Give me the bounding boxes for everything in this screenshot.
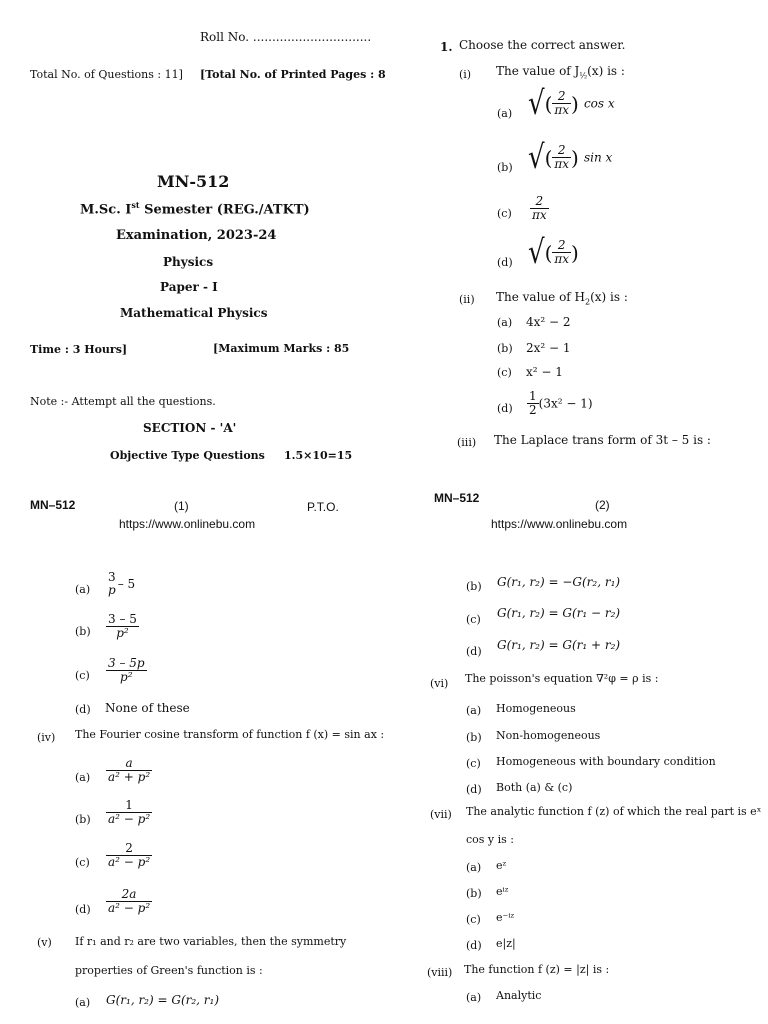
- q-viii-number: (viii): [427, 966, 453, 979]
- total-questions: Total No. of Questions : 11]: [30, 68, 183, 81]
- q-i-option-d: [528, 233, 579, 272]
- fraction: [106, 757, 152, 784]
- q-ii-text-sub: 2: [585, 297, 591, 307]
- semester-sup: st: [131, 200, 140, 210]
- fraction-denominator: a² − p²: [108, 812, 151, 826]
- q-v-text-continued: properties of Green's function is :: [75, 964, 263, 977]
- q-i-option-d-label: (d): [497, 256, 513, 269]
- q-vi-option-d: Both (a) & (c): [496, 781, 573, 794]
- q-v-option-d: G(r₁, r₂) = G(r₁ + r₂): [497, 638, 621, 652]
- q-i-option-b: [528, 138, 613, 177]
- q-iv-option-c-label: (c): [75, 856, 90, 869]
- fraction-numerator: 2: [557, 238, 566, 252]
- sqrt-symbol: √: [528, 138, 545, 177]
- q-iii-text: The Laplace trans form of 3t – 5 is :: [494, 433, 711, 447]
- footer-url-p2[interactable]: https://www.onlinebu.com: [491, 517, 628, 531]
- fraction-denominator: p: [108, 583, 116, 597]
- total-pages: [Total No. of Printed Pages : 8: [200, 68, 386, 81]
- fraction-denominator: 2: [529, 403, 537, 417]
- fraction-denominator: a² − p²: [108, 901, 151, 915]
- q-vii-option-a-label: (a): [466, 861, 482, 874]
- fraction: [530, 195, 549, 222]
- sin-term: sin x: [583, 150, 613, 165]
- q-iii-option-b-label: (b): [75, 625, 91, 638]
- fraction: [106, 571, 118, 597]
- q-iv-option-d: [106, 888, 152, 915]
- q-vii-option-d-label: (d): [466, 939, 482, 952]
- q-vi-option-b: Non-homogeneous: [496, 729, 601, 742]
- q-iii-option-c-label: (c): [75, 669, 90, 682]
- sqrt-symbol: √: [528, 233, 545, 272]
- q-ii-option-b-label: (b): [497, 342, 513, 355]
- q-vi-option-a-label: (a): [466, 704, 482, 717]
- q-iii-option-a-rest: – 5: [117, 577, 136, 591]
- note: Note :- Attempt all the questions.: [30, 395, 216, 408]
- fraction-denominator: πx: [532, 208, 547, 222]
- footer-code-p1: MN–512: [30, 498, 76, 512]
- paren-close: ): [571, 240, 579, 265]
- objective-heading: Objective Type Questions: [110, 449, 265, 462]
- cos-term: cos x: [583, 96, 615, 111]
- semester-line: [80, 200, 310, 217]
- fraction-denominator: πx: [554, 157, 570, 171]
- fraction-numerator: 2: [125, 841, 133, 855]
- q-vii-option-a: eᶻ: [496, 859, 507, 872]
- q-iii-option-a-label: (a): [75, 583, 91, 596]
- q-ii-option-d-label: (d): [497, 402, 513, 415]
- sqrt-symbol: √: [528, 84, 545, 123]
- q-v-option-c: G(r₁, r₂) = G(r₁ − r₂): [497, 606, 621, 620]
- q-ii-number: (ii): [459, 293, 475, 306]
- q-i-option-a-label: (a): [497, 107, 513, 120]
- footer-page-p1: (1): [174, 499, 189, 513]
- q-vi-text: The poisson's equation ∇²φ = ρ is :: [465, 672, 659, 685]
- fraction-numerator: 2: [535, 194, 544, 208]
- time-allowed: Time : 3 Hours]: [30, 343, 128, 356]
- q-i-option-c-label: (c): [497, 207, 512, 220]
- q-v-text: If r₁ and r₂ are two variables, then the symmetry: [75, 935, 347, 948]
- maximum-marks: [Maximum Marks : 85: [213, 342, 350, 355]
- question-1-text: Choose the correct answer.: [459, 38, 626, 52]
- q-vi-number: (vi): [430, 677, 449, 690]
- q-iv-number: (iv): [37, 731, 56, 744]
- fraction-numerator: 3 – 5: [108, 612, 137, 626]
- fraction-denominator: πx: [554, 103, 570, 117]
- fraction-denominator: πx: [554, 252, 570, 266]
- q-iii-number: (iii): [457, 436, 477, 449]
- footer-code-p2: MN–512: [434, 491, 480, 505]
- q-ii-option-a: 4x² − 2: [526, 315, 571, 329]
- q-vi-option-a: Homogeneous: [496, 702, 576, 715]
- q-vii-option-b: eⁱᶻ: [496, 885, 509, 898]
- q-ii-option-c: x² − 1: [526, 365, 563, 379]
- fraction: [106, 613, 139, 640]
- q-i-text-a: The value of J: [496, 64, 580, 78]
- paren-open: (: [544, 240, 553, 265]
- fraction-numerator: 2a: [121, 887, 137, 901]
- q-iii-option-c: [106, 657, 147, 684]
- footer-page-p2: (2): [595, 498, 610, 512]
- fraction: [552, 144, 571, 171]
- q-vi-option-d-label: (d): [466, 783, 482, 796]
- q-vii-text-continued: cos y is :: [466, 833, 515, 846]
- roll-number: Roll No. ...............................: [200, 30, 372, 44]
- fraction-numerator: 1: [529, 389, 537, 403]
- subject: Physics: [163, 255, 214, 269]
- paren-open: (: [544, 145, 553, 170]
- fraction-numerator: 1: [125, 798, 133, 812]
- fraction-numerator: 2: [557, 89, 566, 103]
- paren-open: (: [544, 91, 553, 116]
- fraction-numerator: a: [125, 756, 133, 770]
- q-i-number: (i): [459, 68, 472, 81]
- q-vii-option-d: e|z|: [496, 937, 516, 950]
- fraction: [106, 842, 152, 869]
- q-v-option-c-label: (c): [466, 613, 481, 626]
- q-iii-option-b: [106, 613, 139, 640]
- paper-title: Mathematical Physics: [120, 306, 268, 320]
- q-ii-option-a-label: (a): [497, 316, 513, 329]
- q-iii-option-a: [106, 571, 135, 597]
- examination-year: Examination, 2023-24: [116, 228, 277, 243]
- q-ii-option-c-label: (c): [497, 366, 512, 379]
- paren-close: ): [571, 145, 579, 170]
- q-v-option-a-label: (a): [75, 996, 91, 1009]
- q-iii-option-d: None of these: [105, 701, 190, 715]
- fraction-denominator: p²: [106, 670, 147, 684]
- fraction-numerator: 3 – 5p: [108, 656, 145, 670]
- q-ii-option-b: 2x² − 1: [526, 341, 571, 355]
- semester-rest: Semester (REG./ATKT): [139, 202, 310, 218]
- q-v-option-b: G(r₁, r₂) = −G(r₂, r₁): [497, 575, 621, 589]
- fraction: [106, 799, 152, 826]
- fraction: [552, 90, 571, 117]
- fraction: [527, 390, 539, 417]
- objective-marks: 1.5×10=15: [284, 449, 353, 462]
- paper-number: Paper - I: [160, 280, 218, 294]
- q-i-option-c: [530, 195, 549, 222]
- q-v-option-a: G(r₁, r₂) = G(r₂, r₁): [106, 993, 220, 1007]
- q-ii-text-a: The value of H: [496, 290, 586, 304]
- q-ii-text: [496, 290, 628, 306]
- q-iv-option-b-label: (b): [75, 813, 91, 826]
- footer-url-p1[interactable]: https://www.onlinebu.com: [119, 517, 256, 531]
- q-vii-text: The analytic function f (z) of which the real part is eˣ: [466, 805, 762, 818]
- q-v-option-b-label: (b): [466, 580, 482, 593]
- q-v-number: (v): [37, 936, 52, 949]
- fraction: [106, 657, 147, 684]
- paper-code: MN-512: [157, 172, 230, 191]
- q-v-option-d-label: (d): [466, 645, 482, 658]
- q-i-text: [496, 64, 625, 80]
- q-vii-number: (vii): [430, 808, 452, 821]
- fraction-numerator: 2: [557, 143, 566, 157]
- q-iv-option-a: [106, 757, 152, 784]
- section-heading: SECTION - 'A': [143, 421, 237, 435]
- q-ii-option-d: [527, 390, 593, 417]
- fraction-denominator: a² − p²: [108, 855, 151, 869]
- q-vi-option-c-label: (c): [466, 757, 481, 770]
- q-vi-option-c: Homogeneous with boundary condition: [496, 755, 716, 768]
- q-viii-option-a-label: (a): [466, 991, 482, 1004]
- semester-label: M.Sc. I: [80, 202, 132, 218]
- q-viii-option-a: Analytic: [496, 989, 542, 1002]
- q-iv-option-b: [106, 799, 152, 826]
- q-i-option-a: [528, 84, 615, 123]
- q-i-option-b-label: (b): [497, 161, 513, 174]
- q-vii-option-b-label: (b): [466, 887, 482, 900]
- fraction-denominator: p²: [106, 626, 139, 640]
- q-iv-option-a-label: (a): [75, 771, 91, 784]
- q-ii-option-d-expr: (3x² − 1): [538, 396, 593, 411]
- fraction-denominator: a² + p²: [108, 770, 151, 784]
- q-vii-option-c: e⁻ⁱᶻ: [496, 911, 515, 924]
- q-viii-text: The function f (z) = |z| is :: [464, 963, 610, 976]
- q-iv-option-c: [106, 842, 152, 869]
- fraction: [106, 888, 152, 915]
- fraction-numerator: 3: [108, 570, 116, 584]
- q-i-text-b: (x) is :: [587, 64, 625, 78]
- q-iv-option-d-label: (d): [75, 903, 91, 916]
- q-ii-text-b: (x) is :: [590, 290, 628, 304]
- fraction: [552, 239, 571, 266]
- q-vii-option-c-label: (c): [466, 913, 481, 926]
- q-vi-option-b-label: (b): [466, 731, 482, 744]
- q-i-text-sub: ½: [579, 71, 588, 81]
- footer-pto: P.T.O.: [307, 500, 339, 514]
- q-iii-option-d-label: (d): [75, 703, 91, 716]
- q-iv-text: The Fourier cosine transform of function f (x) = sin ax :: [75, 728, 385, 741]
- paren-close: ): [571, 91, 579, 116]
- question-1-number: 1.: [440, 40, 453, 54]
